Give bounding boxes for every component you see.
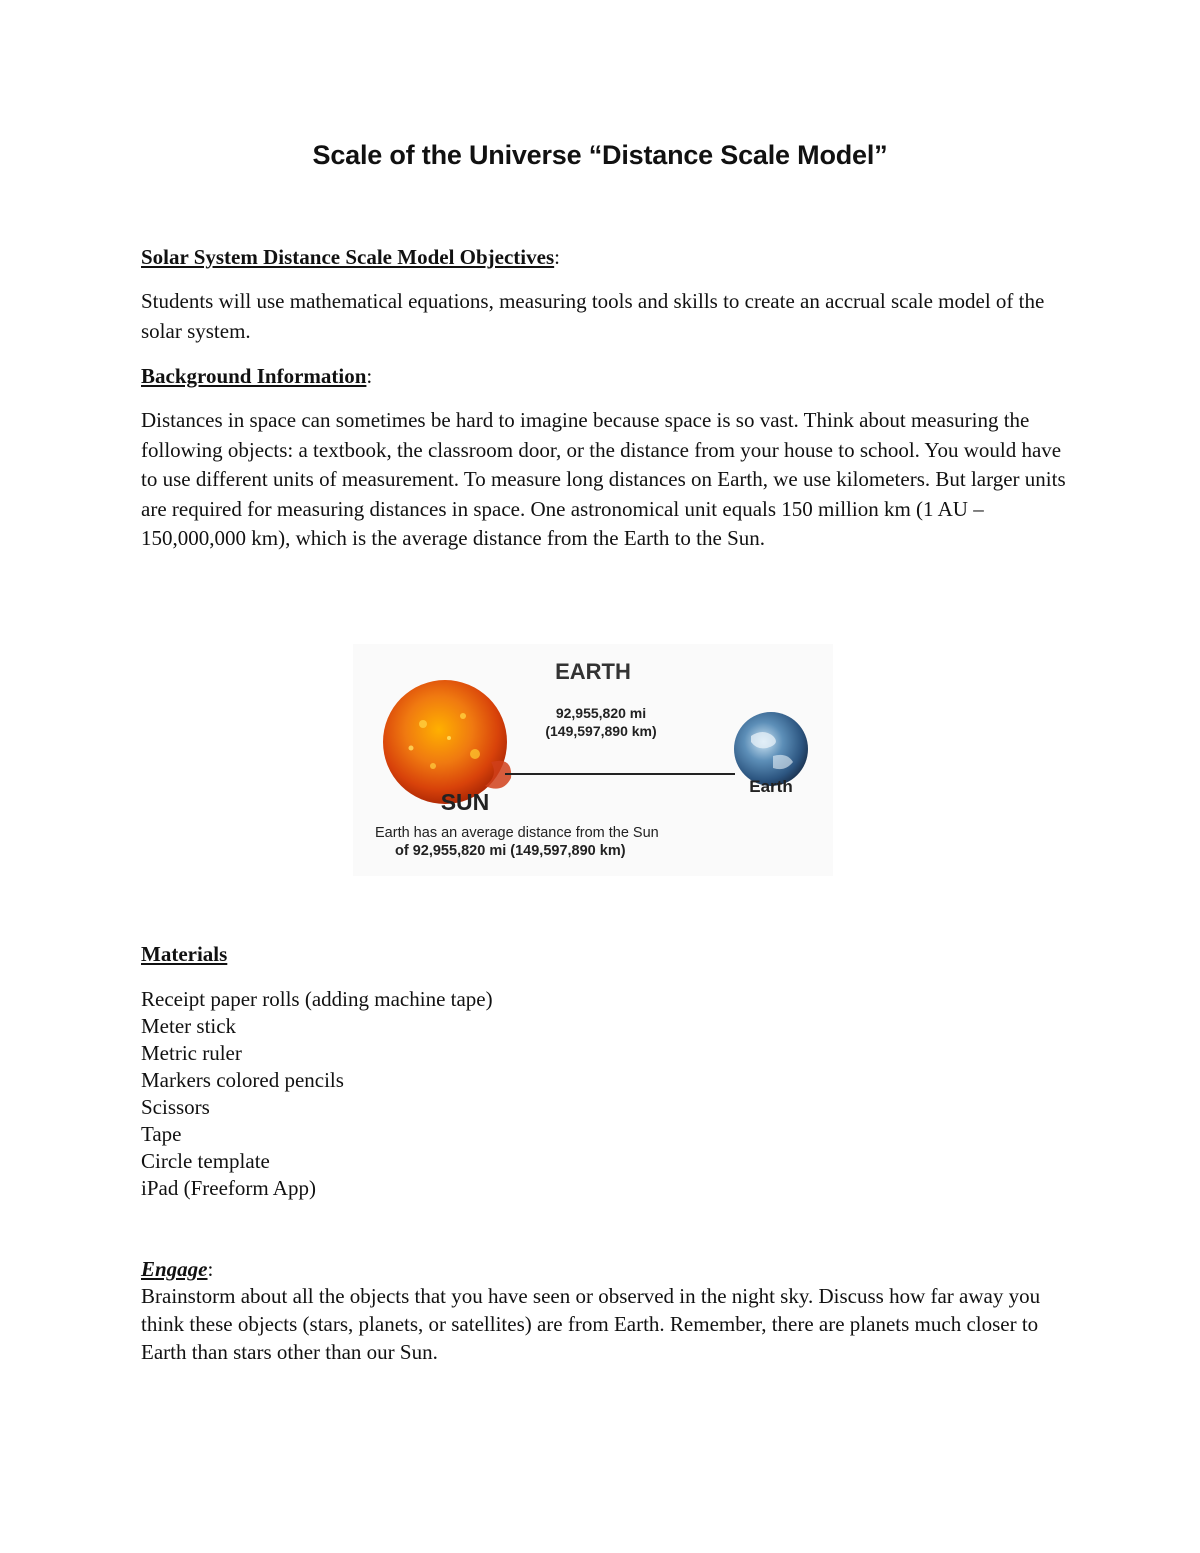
materials-item: Tape	[141, 1122, 182, 1146]
figure-sun-label: SUN	[440, 789, 490, 815]
objectives-text: Students will use mathematical equations, measuring tools and skills to create an accrual scale model of the solar system.	[141, 289, 1045, 343]
objectives-heading-line	[141, 243, 1071, 273]
materials-item: Metric ruler	[141, 1041, 242, 1065]
figure-caption-line1: Earth has an average distance from the Sun	[375, 825, 659, 841]
materials-list	[141, 986, 1071, 1202]
objectives-heading: Solar System Distance Scale Model Objectives	[141, 245, 555, 269]
figure-distance-mi: 92,955,820 mi	[555, 705, 647, 721]
background-text: Distances in space can sometimes be hard to imagine because space is so vast. Think about measuring the following objects: a textbook, the classroom door, or the distance from your house to school. You would have to use different units of measurement. To measure long distances on Earth, we use kilometers. But larger units are required for measuring distances in space. One astronomical unit equals 150 million km (1 AU – 150,000,000 km), which is the average distance from the Earth to the Sun.	[141, 408, 1066, 550]
materials-heading: Materials	[141, 942, 228, 966]
background-colon: :	[366, 364, 373, 388]
objectives-colon: :	[554, 245, 560, 269]
engage-text: Brainstorm about all the objects that you have seen or observed in the night sky. Discuss how far away you think these objects (stars, planets, or satellites) are from Earth. Remember, there are planets much closer to Earth than stars other than our Sun.	[141, 1284, 1041, 1364]
engage-heading: Engage	[141, 1257, 208, 1281]
figure-earth-heading: EARTH	[555, 659, 631, 684]
materials-list-wrapper	[141, 986, 1071, 1202]
sun-earth-distance-figure	[353, 644, 833, 876]
sun-earth-diagram	[353, 644, 833, 876]
materials-item: Scissors	[141, 1095, 210, 1119]
figure-distance-km: (149,597,890 km)	[545, 723, 657, 739]
materials-item: Receipt paper rolls (adding machine tape)	[141, 987, 493, 1011]
figure-earth-label: Earth	[749, 777, 793, 796]
sun-icon	[383, 680, 511, 804]
materials-item: Meter stick	[141, 1014, 237, 1038]
materials-item: Circle template	[141, 1149, 270, 1173]
materials-item: Markers colored pencils	[141, 1068, 344, 1092]
figure-caption-line2: of 92,955,820 mi (149,597,890 km)	[395, 843, 626, 859]
materials-heading-line	[141, 940, 1071, 970]
engage-heading-line	[141, 1255, 1071, 1285]
engage-colon: :	[207, 1257, 214, 1281]
background-heading: Background Information	[141, 364, 367, 388]
background-heading-line	[141, 362, 1071, 392]
page-title: Scale of the Universe “Distance Scale Model”	[312, 140, 888, 170]
earth-icon	[734, 712, 808, 786]
materials-item: iPad (Freeform App)	[141, 1176, 316, 1200]
